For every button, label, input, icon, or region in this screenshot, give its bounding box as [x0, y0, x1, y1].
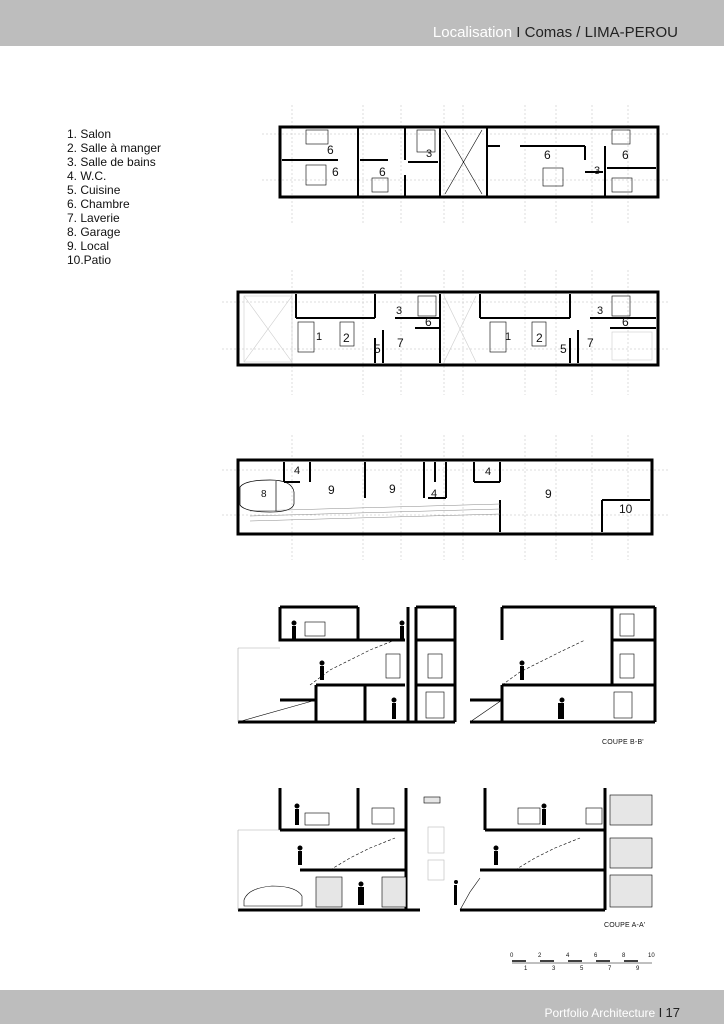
room-label: 2: [343, 331, 350, 345]
scale-label: 10: [648, 953, 655, 959]
legend-item: 6. Chambre: [67, 197, 130, 211]
room-label: 3: [426, 148, 433, 160]
plan-first-floor: [222, 270, 670, 395]
header-separator: I: [516, 24, 521, 41]
scale-label: 4: [566, 953, 570, 959]
header-localisation: Localisation: [432, 24, 513, 41]
header-place: Comas / LIMA-PEROU: [524, 24, 678, 41]
legend-item: 4. W.C.: [67, 169, 107, 183]
room-label: 1: [316, 331, 323, 343]
room-label: 9: [545, 487, 552, 501]
room-label: 6: [332, 165, 339, 179]
scale-bar: [512, 961, 652, 963]
scale-label: 8: [622, 953, 626, 959]
scale-label: 1: [524, 966, 528, 972]
scale-label: 2: [538, 953, 542, 959]
room-label: 8: [261, 489, 267, 500]
legend-item: 3. Salle de bains: [67, 155, 156, 169]
scale-label: 9: [636, 966, 640, 972]
room-label: 2: [536, 331, 543, 345]
legend-item: 10.Patio: [67, 253, 112, 267]
legend-item: 9. Local: [67, 239, 110, 253]
scale-label: 3: [552, 966, 556, 972]
room-label: 3: [597, 305, 604, 317]
footer-separator: I: [658, 1005, 663, 1020]
page-number: 17: [665, 1005, 680, 1020]
legend-item: 1. Salon: [67, 127, 112, 141]
plan-upper-floor: [262, 105, 670, 225]
scale-label: 5: [580, 966, 584, 972]
plan-ground-floor: [222, 435, 670, 560]
room-label: 1: [505, 331, 512, 343]
room-label: 4: [431, 488, 438, 500]
room-label: 7: [587, 336, 594, 350]
section-caption-aa: COUPE A-A': [604, 922, 646, 929]
legend-item: 2. Salle à manger: [67, 141, 162, 155]
room-label: 4: [485, 466, 492, 478]
room-label: 4: [294, 465, 301, 477]
section-aa: [238, 788, 652, 910]
scale-label: 7: [608, 966, 612, 972]
room-label: 3: [396, 305, 403, 317]
room-label: 5: [374, 342, 381, 356]
footer-bar: [0, 990, 724, 1024]
legend-item: 7. Laverie: [67, 211, 120, 225]
legend-item: 8. Garage: [67, 225, 121, 239]
scale-label: 0: [510, 953, 514, 959]
room-label: 7: [397, 336, 404, 350]
room-label: 6: [544, 148, 551, 162]
room-label: 9: [328, 483, 335, 497]
room-label: 3: [594, 165, 601, 177]
section-bb: [238, 607, 655, 722]
footer-portfolio: Portfolio Architecture: [544, 1006, 656, 1020]
room-label: 6: [622, 148, 629, 162]
room-label: 6: [425, 315, 432, 329]
room-label: 10: [619, 502, 633, 516]
scale-label: 6: [594, 953, 598, 959]
room-label: 6: [622, 315, 629, 329]
footer-title: [545, 1005, 681, 1020]
room-label: 6: [379, 165, 386, 179]
room-label: 6: [327, 143, 334, 157]
section-caption-bb: COUPE B-B': [602, 739, 644, 746]
legend-item: 5. Cuisine: [67, 183, 121, 197]
room-label: 9: [389, 482, 396, 496]
room-label: 5: [560, 342, 567, 356]
